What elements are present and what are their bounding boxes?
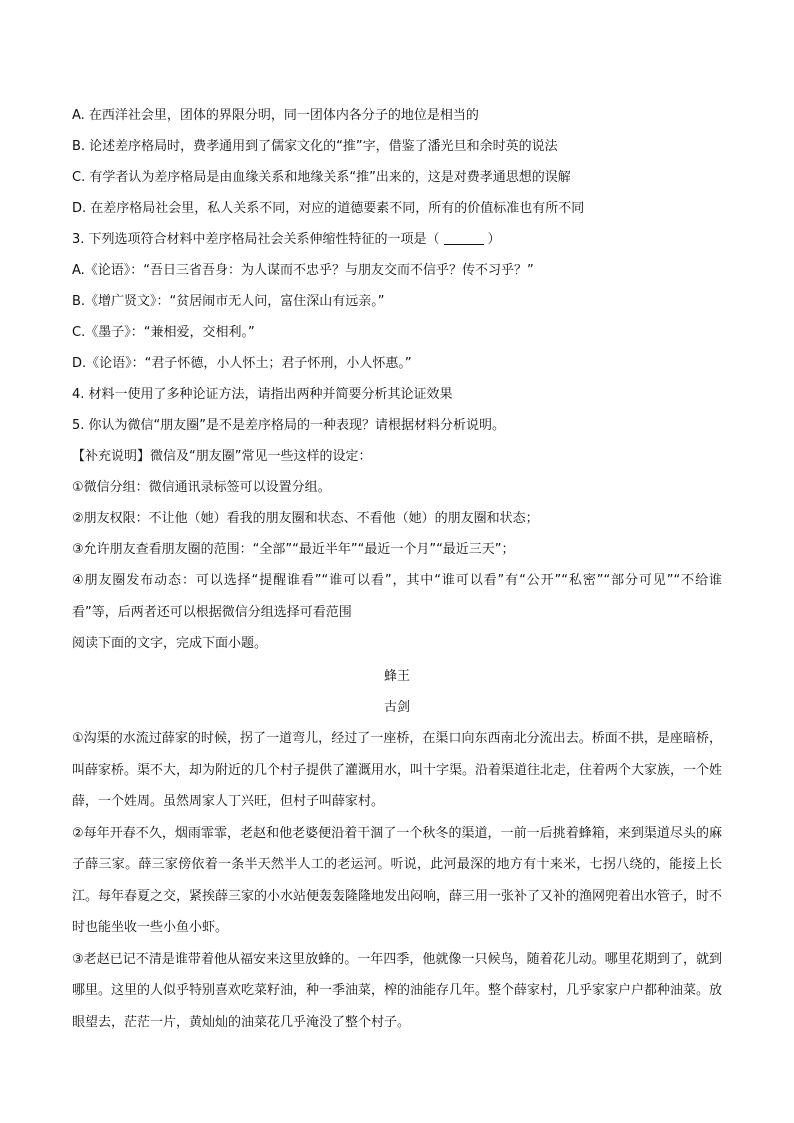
reading-intro: 阅读下面的文字，完成下面小题。 — [72, 636, 268, 651]
question-3 — [72, 224, 722, 379]
question-3-option-d: D.《论语》：“君子怀德，小人怀土；君子怀刑，小人怀惠。” — [72, 356, 412, 371]
supplement-heading: 【补充说明】微信及“朋友圈”常见一些这样的设定： — [72, 449, 372, 464]
question-3-option-c: C.《墨子》：“兼相爱，交相利。” — [72, 325, 255, 340]
option-c: C. 有学者认为差序格局是由血缘关系和地缘关系“推”出来的，这是对费孝通思想的误解 — [72, 170, 571, 185]
supplement — [72, 441, 722, 628]
supplement-item-1: ①微信分组：微信通讯录标签可以设置分组。 — [72, 480, 331, 495]
question-3-option-b: B.《增广贤文》：“贫居闹市无人问，富住深山有远亲。” — [72, 294, 385, 309]
story-paragraph-2: ②每年开春不久，烟雨霏霏，老赵和他老婆便沿着干涸了一个秋冬的渠道，一前一后挑着蜂箱，来到渠道尽头的麻子薛三家。薛三家傍依着一条半天然半人工的老运河。听说，此河最深的地方有十来米，七拐八绕的，能接上长江。每年春夏之交，紧挨薛三家的小水站便轰轰隆隆地发出闷响，薛三用一张补了又补的渔网兜着出水管子，时不时也能坐收一些小鱼小虾。 — [72, 825, 723, 935]
question-5: 5. 你认为微信“朋友圈”是不是差序格局的一种表现？请根据材料分析说明。 — [72, 418, 506, 433]
option-a: A. 在西洋社会里，团体的界限分明，同一团体内各分子的地位是相当的 — [72, 108, 479, 123]
supplement-item-3: ③允许朋友查看朋友圈的范围：“全部”“最近半年”“最近一个月”“最近三天”； — [72, 542, 515, 557]
supplement-item-2: ②朋友权限：不让他（她）看我的朋友圈和状态、不看他（她）的朋友圈和状态； — [72, 511, 539, 526]
supplement-item-4: ④朋友圈发布动态：可以选择“提醒谁看”“谁可以看”，其中“谁可以看”有“公开”“私密”“部分可见”“不给谁看”等，后两者还可以根据微信分组选择可看范围 — [72, 573, 722, 620]
story-author: 古剑 — [383, 700, 410, 715]
story-paragraph-1: ①沟渠的水流过薛家的时候，拐了一道弯儿，经过了一座桥，在渠口向东西南北分流出去。桥面不拱，是座暗桥，叫薛家桥。渠不大，却为附近的几个村子提供了灌溉用水，叫十字渠。沿着渠道往北走，住着两个大家族，一个姓薛，一个姓周。虽然周家人丁兴旺，但村子叫薛家村。 — [72, 731, 723, 809]
story — [72, 661, 722, 1038]
option-b: B. 论述差序格局时，费孝通用到了儒家文化的“推”字，借鉴了潘光旦和余时英的说法 — [72, 139, 558, 154]
question-3-stem-text: 3. 下列选项符合材料中差序格局社会关系伸缩性特征的一项是（ — [72, 232, 440, 247]
question-3-option-a: A.《论语》：“吾日三省吾身：为人谋而不忠乎？与朋友交而不信乎？传不习乎？” — [72, 263, 534, 278]
option-d: D. 在差序格局社会里，私人关系不同，对应的道德要素不同，所有的价值标准也有所不同 — [72, 201, 585, 216]
question-2-options — [72, 100, 722, 224]
question-3-stem-close: ） — [487, 232, 501, 247]
question-4: 4. 材料一使用了多种论证方法，请指出两种并简要分析其论证效果 — [72, 387, 453, 402]
answer-blank[interactable] — [444, 230, 484, 245]
story-paragraph-3: ③老赵已记不清是谁带着他从福安来这里放蜂的。一年四季，他就像一只候鸟，随着花儿动。哪里花期到了，就到哪里。这里的人似乎特别喜欢吃菜籽油，种一季油菜，榨的油能存几年。整个薛家村，几乎家家户户都种油菜。放眼望去，茫茫一片，黄灿灿的油菜花几乎淹没了整个村子。 — [72, 951, 723, 1030]
question-3-stem — [72, 224, 722, 255]
story-title: 蜂王 — [383, 669, 410, 684]
